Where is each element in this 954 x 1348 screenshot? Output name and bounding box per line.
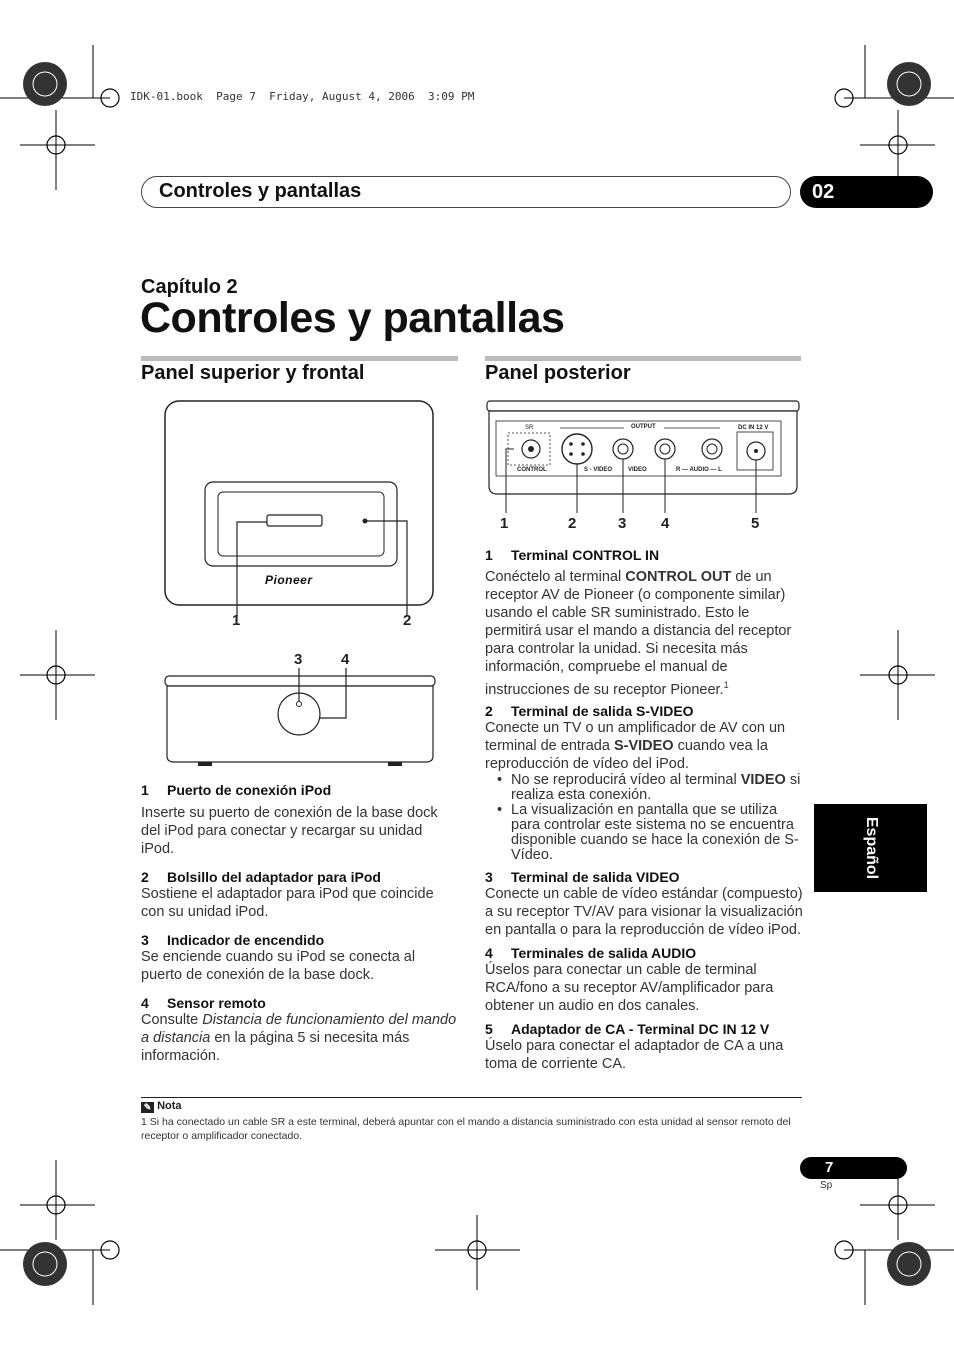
item-text: Consulte Distancia de funcionamiento del mando a distancia en la página 5 si necesita más información.: [141, 1012, 457, 1064]
bullet-item: • La visualización en pantalla que se utiliza para controlar este sistema no se encuentra disponible cuando se hace la conexión de S-Vídeo.: [485, 803, 803, 863]
item-title: Terminales de salida AUDIO: [511, 944, 697, 961]
item-title: Terminal de salida VIDEO: [511, 868, 680, 885]
rear-label-output: OUTPUT: [631, 424, 656, 430]
footnote-ref: 1: [723, 680, 729, 690]
right-item-list: [485, 547, 803, 1073]
language-tab: [814, 804, 927, 892]
callout-3-front: 3: [294, 651, 303, 668]
power-indicator-led: [297, 702, 302, 707]
rear-label-control: CONTROL: [517, 467, 547, 473]
left-item-list: [141, 782, 459, 1065]
item-title: Terminal de salida S-VIDEO: [511, 702, 694, 719]
front-panel-figure: [160, 668, 440, 773]
right-item-1: 1 Terminal CONTROL IN Conéctelo al terminal CONTROL OUT de un receptor AV de Pioneer (o componente similar) usando el cable SR suministrado. Esto le permitirá usar el mando a distancia del receptor para controlar la unidad. Si necesita más información, compruebe el manual de instrucciones de su receptor Pioneer.$^1$: [485, 547, 803, 699]
note-label: Nota: [157, 1100, 182, 1112]
chapter-label: Capítulo 2: [141, 276, 238, 298]
page-lang: Sp: [820, 1180, 833, 1191]
item-text: Conecte un cable de vídeo estándar (compuesto) a su receptor TV/AV para visionar la visualización en pantalla o para la reproducción de vídeo iPod.: [485, 885, 803, 938]
callout-2-rear: 2: [568, 515, 577, 532]
note-block: [141, 1100, 802, 1143]
right-item-4: 4 Terminales de salida AUDIO Úselos para conectar un cable de terminal RCA/fono a su receptor AV/amplificador para obtener un audio en dos canales.: [485, 945, 803, 1015]
language-tab-label: Español: [862, 816, 880, 880]
page-number: 7: [800, 1157, 907, 1179]
item-title: Puerto de conexión iPod: [167, 782, 332, 798]
item-text: Úselo para conectar el adaptador de CA a una toma de corriente CA.: [485, 1037, 784, 1072]
brand-logo: Pioneer: [265, 573, 313, 587]
bullet-item: • No se reproducirá vídeo al terminal VIDEO si realiza esta conexión.: [485, 773, 803, 803]
item-text: Úselos para conectar un cable de terminal RCA/fono a su receptor AV/amplificador para obtener un audio en dos canales.: [485, 961, 774, 1014]
callout-4-rear: 4: [661, 515, 670, 532]
item-text: Sostiene el adaptador para iPod que coincide con su unidad iPod.: [141, 886, 434, 920]
section-title-right: Panel posterior: [485, 362, 631, 384]
item-text: Conecte un TV o un amplificador de AV con un terminal de entrada S-VIDEO cuando vea la reproducción de vídeo del iPod.: [485, 719, 786, 772]
left-item-2: 2 Bolsillo del adaptador para iPod Sostiene el adaptador para iPod que coincide con su unidad iPod.: [141, 869, 459, 921]
header-title: Controles y pantallas: [159, 180, 362, 202]
rear-label-video: VIDEO: [628, 467, 647, 473]
callout-4-front: 4: [341, 651, 350, 668]
left-item-4: 4 Sensor remoto Consulte Distancia de funcionamiento del mando a distancia en la página 5 si necesita más información.: [141, 995, 459, 1065]
ipod-dock-connector: [267, 515, 322, 526]
callout-3-rear: 3: [618, 515, 627, 532]
item-text: Conéctelo al terminal CONTROL OUT de un receptor AV de Pioneer (o componente similar) usando el cable SR suministrado. Esto le permitirá usar el mando a distancia del receptor para controlar la unidad. Si necesita más información, compruebe el manual de instrucciones de su receptor Pioneer.$^1$: [485, 569, 792, 698]
rear-label-dcin: DC IN 12 V: [738, 425, 769, 431]
note-rule: [141, 1097, 802, 1098]
item-title: Terminal CONTROL IN: [511, 547, 660, 563]
callout-1-rear: 1: [500, 515, 509, 532]
rear-label-sr: SR: [525, 425, 534, 431]
item-text: Se enciende cuando su iPod se conecta al puerto de conexión de la base dock.: [141, 949, 416, 983]
note-icon: ✎: [141, 1102, 154, 1113]
callout-2-top: 2: [403, 612, 412, 629]
item-title: Indicador de encendido: [167, 932, 325, 948]
item-title: Adaptador de CA - Terminal DC IN 12 V: [511, 1020, 770, 1037]
right-item-2: 2 Terminal de salida S-VIDEO Conecte un TV o un amplificador de AV con un terminal de entrada S-VIDEO cuando vea la reproducción de vídeo del iPod. • No se reproducirá vídeo al terminal VIDEO si realiza esta conexión. • La visualización en pantalla que se utiliza para controlar este sistema no se encuentra disponible cuando se hace la conexión de S-Vídeo.: [485, 703, 803, 863]
print-slug: IDK-01.book Page 7 Friday, August 4, 2006 3:09 PM: [130, 90, 475, 103]
unit-front-lid: [165, 676, 435, 686]
section-title-left: Panel superior y frontal: [141, 362, 365, 384]
note-text: 1 Si ha conectado un cable SR a este terminal, deberá apuntar con el mando a distancia suministrado con esta unidad al sensor remoto del receptor o amplificador conectado.: [141, 1116, 791, 1142]
rear-panel-figure: [484, 398, 804, 513]
chapter-title: Controles y pantallas: [140, 294, 565, 342]
item-title: Sensor remoto: [167, 995, 266, 1011]
rear-label-audio: R — AUDIO — L: [676, 467, 722, 473]
rear-label-svideo: S - VIDEO: [584, 467, 613, 473]
top-panel-figure: [160, 398, 440, 633]
item-text: Inserte su puerto de conexión de la base dock del iPod para conectar y recargar su unidad iPod.: [141, 805, 438, 857]
svideo-jack: [562, 434, 592, 464]
right-item-3: 3 Terminal de salida VIDEO Conecte un cable de vídeo estándar (compuesto) a su receptor TV/AV para visionar la visualización en pantalla o para la reproducción de vídeo iPod.: [485, 868, 803, 938]
chapter-number-badge: 02: [800, 176, 933, 208]
section-rule-right: [485, 356, 801, 361]
callout-5-rear: 5: [751, 515, 760, 532]
header-bar: [141, 176, 791, 208]
bullet-list: [485, 773, 803, 863]
section-rule-left: [141, 356, 458, 361]
power-indicator-dot: [363, 519, 368, 524]
left-item-1: 1 Puerto de conexión iPod Inserte su puerto de conexión de la base dock del iPod para conectar y recargar su unidad iPod.: [141, 782, 459, 858]
item-title: Bolsillo del adaptador para iPod: [167, 869, 381, 885]
left-item-3: 3 Indicador de encendido Se enciende cuando su iPod se conecta al puerto de conexión de la base dock.: [141, 932, 459, 984]
right-item-5: 5 Adaptador de CA - Terminal DC IN 12 V Úselo para conectar el adaptador de CA a una toma de corriente CA.: [485, 1021, 803, 1073]
callout-1-top: 1: [232, 612, 241, 629]
